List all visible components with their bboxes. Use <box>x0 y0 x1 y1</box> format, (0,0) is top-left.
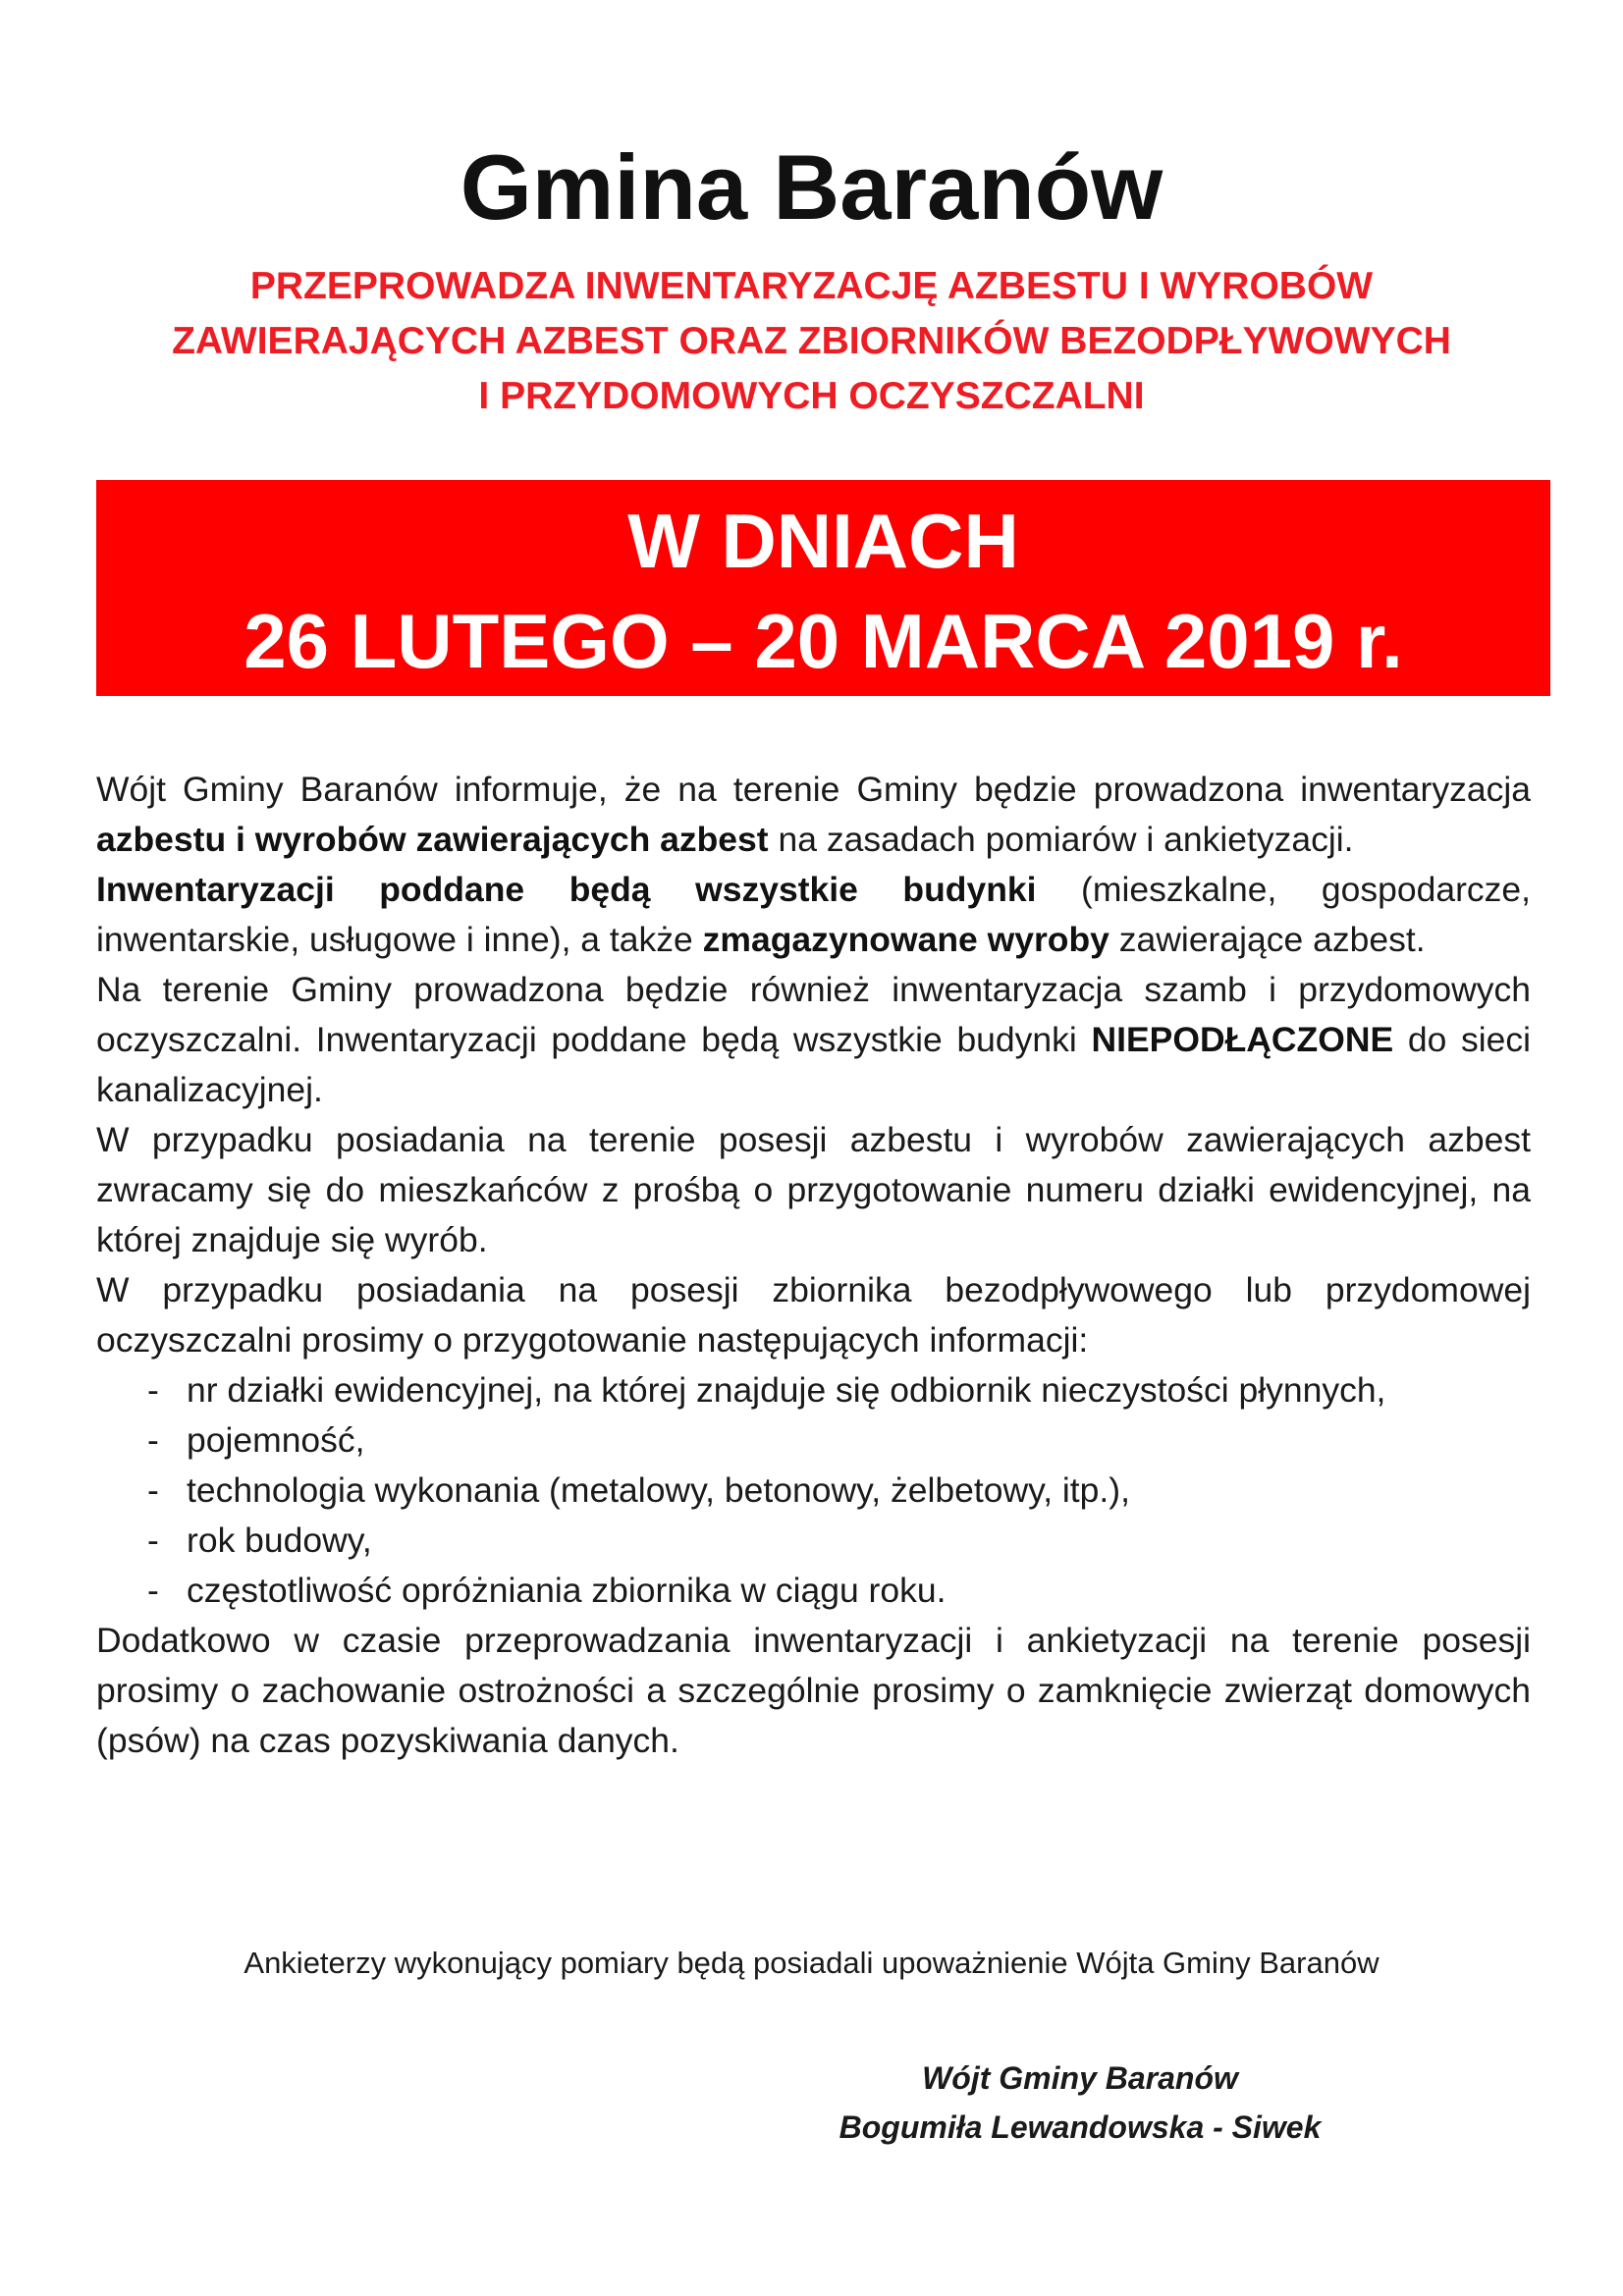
list-item: - nr działki ewidencyjnej, na której znajduje się odbiornik nieczystości płynnych, <box>96 1365 1531 1415</box>
body-paragraph <box>96 865 1531 965</box>
announcement-body <box>96 765 1531 1766</box>
signature-block <box>766 2054 1394 2152</box>
subtitle-line: I PRZYDOMOWYCH OCZYSZCZALNI <box>478 375 1145 417</box>
body-paragraph: W przypadku posiadania na terenie posesji azbestu i wyrobów zawierających azbest zwracamy się do mieszkańców z prośbą o przygotowanie numeru działki ewidencyjnej, na której znajduje się wyrób. <box>96 1120 1531 1259</box>
text-run: na zasadach pomiarów i ankietyzacji. <box>768 820 1354 859</box>
body-paragraph <box>96 765 1531 865</box>
authorization-note: Ankieterzy wykonujący pomiary będą posiadali upoważnienie Wójta Gminy Baranów <box>243 1946 1380 1980</box>
text-run: zawierające azbest. <box>1109 920 1426 959</box>
text-run: Wójt Gminy Baranów informuje, że na terenie Gminy będzie prowadzona inwentaryzacja <box>96 770 1531 809</box>
info-list <box>96 1365 1531 1616</box>
list-item: - częstotliwość opróżniania zbiornika w ciągu roku. <box>96 1566 1531 1616</box>
text-run: Na terenie Gminy prowadzona będzie również inwentaryzacja szamb i przydomowych oczyszczalni. Inwentaryzacji poddane będą wszystkie budynki <box>96 970 1531 1059</box>
list-item: - technologia wykonania (metalowy, betonowy, żelbetowy, itp.), <box>96 1466 1531 1516</box>
signature-role: Wójt Gminy Baranów <box>922 2060 1238 2096</box>
subtitle-line: PRZEPROWADZA INWENTARYZACJĘ AZBESTU I WYROBÓW <box>249 265 1374 307</box>
text-run-bold: zmagazynowane wyroby <box>702 920 1109 959</box>
banner-label: W DNIACH <box>627 498 1019 584</box>
list-item: - pojemność, <box>96 1415 1531 1466</box>
page-title: Gmina Baranów <box>460 135 1163 239</box>
date-banner <box>96 480 1550 696</box>
body-paragraph: Dodatkowo w czasie przeprowadzania inwentaryzacji i ankietyzacji na terenie posesji prosimy o zachowanie ostrożności a szczególnie prosimy o zamknięcie zwierząt domowych (psów) na czas pozyskiwania danych. <box>96 1621 1531 1760</box>
text-run-bold: Inwentaryzacji poddane będą wszystkie budynki <box>96 870 1037 909</box>
text-run: (mieszkalne, gospodarcze, inwentarskie, usługowe i inne), a także <box>96 870 1531 959</box>
body-paragraph <box>96 965 1531 1115</box>
body-paragraph: W przypadku posiadania na posesji zbiornika bezodpływowego lub przydomowej oczyszczalni prosimy o przygotowanie następujących informacji: <box>96 1270 1531 1360</box>
banner-dates: 26 LUTEGO – 20 MARCA 2019 r. <box>243 598 1403 684</box>
announcement-subtitle <box>98 259 1525 424</box>
text-run: do sieci kanalizacyjnej. <box>96 1020 1531 1109</box>
signature-name: Bogumiła Lewandowska - Siwek <box>839 2109 1322 2145</box>
subtitle-line: ZAWIERAJĄCYCH AZBEST ORAZ ZBIORNIKÓW BEZODPŁYWOWYCH <box>172 320 1451 362</box>
text-run-bold: azbestu i wyrobów zawierających azbest <box>96 820 769 859</box>
list-item: - rok budowy, <box>96 1516 1531 1566</box>
text-run-bold: NIEPODŁĄCZONE <box>1091 1020 1394 1059</box>
